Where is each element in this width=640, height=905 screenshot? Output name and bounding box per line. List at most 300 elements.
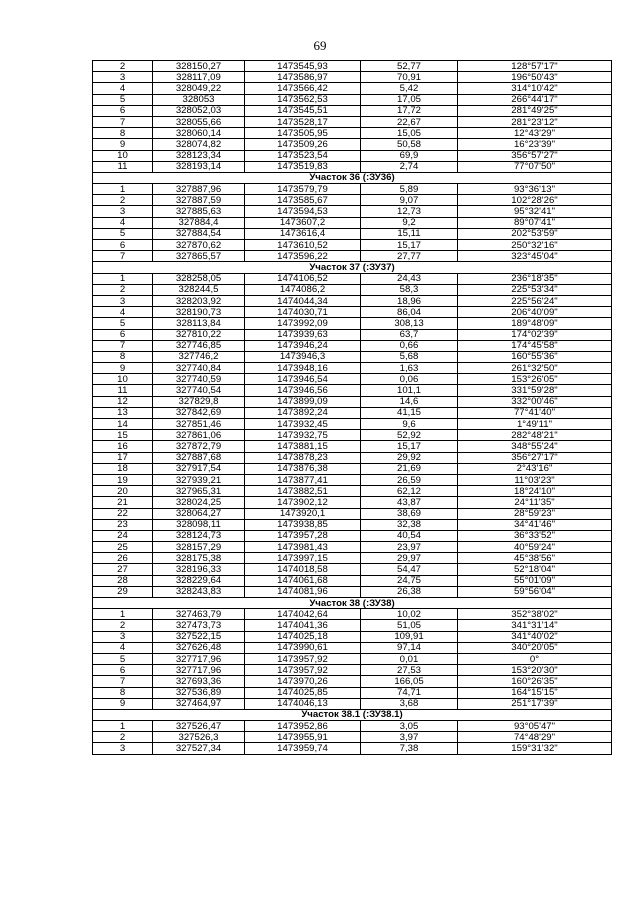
point-number-cell: 18 bbox=[93, 463, 153, 474]
point-number-cell: 9 bbox=[93, 698, 153, 709]
y-coordinate-cell: 1473523,54 bbox=[245, 150, 361, 161]
x-coordinate-cell: 328150,27 bbox=[153, 61, 245, 72]
table-row bbox=[93, 407, 612, 418]
table-row bbox=[93, 139, 612, 150]
x-coordinate-cell: 328055,66 bbox=[153, 116, 245, 127]
table-row bbox=[93, 385, 612, 396]
y-coordinate-cell: 1473616,4 bbox=[245, 228, 361, 239]
distance-cell: 24,43 bbox=[361, 273, 458, 284]
distance-cell: 15,17 bbox=[361, 240, 458, 251]
bearing-cell: 74°48'29" bbox=[458, 732, 612, 743]
x-coordinate-cell: 327885,63 bbox=[153, 206, 245, 217]
distance-cell: 1,63 bbox=[361, 363, 458, 374]
bearing-cell: 89°07'41" bbox=[458, 217, 612, 228]
y-coordinate-cell: 1473946,24 bbox=[245, 340, 361, 351]
distance-cell: 63,7 bbox=[361, 329, 458, 340]
y-coordinate-cell: 1473610,52 bbox=[245, 240, 361, 251]
point-number-cell: 8 bbox=[93, 351, 153, 362]
table-row bbox=[93, 295, 612, 306]
x-coordinate-cell: 327527,34 bbox=[153, 743, 245, 754]
bearing-cell: 45°38'56" bbox=[458, 553, 612, 564]
table-row bbox=[93, 553, 612, 564]
distance-cell: 74,71 bbox=[361, 687, 458, 698]
x-coordinate-cell: 328124,73 bbox=[153, 530, 245, 541]
x-coordinate-cell: 327939,21 bbox=[153, 474, 245, 485]
y-coordinate-cell: 1473997,15 bbox=[245, 553, 361, 564]
x-coordinate-cell: 327884,54 bbox=[153, 228, 245, 239]
bearing-cell: 102°28'26" bbox=[458, 195, 612, 206]
table-row bbox=[93, 72, 612, 83]
y-coordinate-cell: 1473596,22 bbox=[245, 251, 361, 262]
x-coordinate-cell: 327870,62 bbox=[153, 240, 245, 251]
distance-cell: 26,38 bbox=[361, 586, 458, 597]
y-coordinate-cell: 1473882,51 bbox=[245, 486, 361, 497]
x-coordinate-cell: 328196,33 bbox=[153, 564, 245, 575]
bearing-cell: 12°43'29" bbox=[458, 128, 612, 139]
distance-cell: 38,69 bbox=[361, 508, 458, 519]
bearing-cell: 250°32'16" bbox=[458, 240, 612, 251]
point-number-cell: 20 bbox=[93, 486, 153, 497]
point-number-cell: 15 bbox=[93, 430, 153, 441]
distance-cell: 24,75 bbox=[361, 575, 458, 586]
distance-cell: 62,12 bbox=[361, 486, 458, 497]
x-coordinate-cell: 328024,25 bbox=[153, 497, 245, 508]
point-number-cell: 3 bbox=[93, 72, 153, 83]
y-coordinate-cell: 1473892,24 bbox=[245, 407, 361, 418]
bearing-cell: 77°07'50" bbox=[458, 161, 612, 172]
point-number-cell: 10 bbox=[93, 374, 153, 385]
bearing-cell: 196°50'43" bbox=[458, 72, 612, 83]
point-number-cell: 7 bbox=[93, 676, 153, 687]
section-header-row bbox=[93, 262, 612, 273]
bearing-cell: 261°32'50" bbox=[458, 363, 612, 374]
y-coordinate-cell: 1474086,2 bbox=[245, 284, 361, 295]
x-coordinate-cell: 327526,47 bbox=[153, 721, 245, 732]
table-row bbox=[93, 609, 612, 620]
table-row bbox=[93, 732, 612, 743]
x-coordinate-cell: 327872,79 bbox=[153, 441, 245, 452]
y-coordinate-cell: 1473970,26 bbox=[245, 676, 361, 687]
x-coordinate-cell: 328074,82 bbox=[153, 139, 245, 150]
distance-cell: 0,66 bbox=[361, 340, 458, 351]
bearing-cell: 341°40'02" bbox=[458, 631, 612, 642]
y-coordinate-cell: 1473509,26 bbox=[245, 139, 361, 150]
x-coordinate-cell: 327884,4 bbox=[153, 217, 245, 228]
y-coordinate-cell: 1474106,52 bbox=[245, 273, 361, 284]
table-row bbox=[93, 351, 612, 362]
point-number-cell: 21 bbox=[93, 497, 153, 508]
distance-cell: 3,97 bbox=[361, 732, 458, 743]
bearing-cell: 40°59'24" bbox=[458, 542, 612, 553]
distance-cell: 14,6 bbox=[361, 396, 458, 407]
bearing-cell: 0° bbox=[458, 653, 612, 664]
x-coordinate-cell: 328243,83 bbox=[153, 586, 245, 597]
bearing-cell: 340°20'05" bbox=[458, 642, 612, 653]
x-coordinate-cell: 327917,54 bbox=[153, 463, 245, 474]
bearing-cell: 236°18'35" bbox=[458, 273, 612, 284]
table-row bbox=[93, 575, 612, 586]
distance-cell: 29,92 bbox=[361, 452, 458, 463]
point-number-cell: 4 bbox=[93, 83, 153, 94]
y-coordinate-cell: 1474041,36 bbox=[245, 620, 361, 631]
x-coordinate-cell: 328175,38 bbox=[153, 553, 245, 564]
section-title: Участок 38 (:ЗУ38) bbox=[93, 598, 612, 609]
y-coordinate-cell: 1473586,97 bbox=[245, 72, 361, 83]
x-coordinate-cell: 328049,22 bbox=[153, 83, 245, 94]
bearing-cell: 11°03'23" bbox=[458, 474, 612, 485]
table-row bbox=[93, 318, 612, 329]
bearing-cell: 281°49'25" bbox=[458, 105, 612, 116]
table-row bbox=[93, 620, 612, 631]
point-number-cell: 19 bbox=[93, 474, 153, 485]
y-coordinate-cell: 1473938,85 bbox=[245, 519, 361, 530]
point-number-cell: 16 bbox=[93, 441, 153, 452]
point-number-cell: 26 bbox=[93, 553, 153, 564]
table-row bbox=[93, 452, 612, 463]
distance-cell: 0,06 bbox=[361, 374, 458, 385]
section-header-row bbox=[93, 172, 612, 183]
section-header-row bbox=[93, 598, 612, 609]
table-row bbox=[93, 642, 612, 653]
table-row bbox=[93, 150, 612, 161]
table-row bbox=[93, 665, 612, 676]
table-row bbox=[93, 631, 612, 642]
point-number-cell: 5 bbox=[93, 94, 153, 105]
y-coordinate-cell: 1473981,43 bbox=[245, 542, 361, 553]
y-coordinate-cell: 1473957,28 bbox=[245, 530, 361, 541]
table-row bbox=[93, 340, 612, 351]
point-number-cell: 4 bbox=[93, 307, 153, 318]
y-coordinate-cell: 1473545,93 bbox=[245, 61, 361, 72]
distance-cell: 69,9 bbox=[361, 150, 458, 161]
y-coordinate-cell: 1473881,15 bbox=[245, 441, 361, 452]
distance-cell: 23,97 bbox=[361, 542, 458, 553]
distance-cell: 101,1 bbox=[361, 385, 458, 396]
x-coordinate-cell: 327861,06 bbox=[153, 430, 245, 441]
y-coordinate-cell: 1473957,92 bbox=[245, 653, 361, 664]
bearing-cell: 153°20'30" bbox=[458, 665, 612, 676]
table-row bbox=[93, 284, 612, 295]
x-coordinate-cell: 328064,27 bbox=[153, 508, 245, 519]
y-coordinate-cell: 1473528,17 bbox=[245, 116, 361, 127]
distance-cell: 27,53 bbox=[361, 665, 458, 676]
y-coordinate-cell: 1474044,34 bbox=[245, 295, 361, 306]
table-row bbox=[93, 374, 612, 385]
x-coordinate-cell: 327746,2 bbox=[153, 351, 245, 362]
bearing-cell: 251°17'39" bbox=[458, 698, 612, 709]
distance-cell: 52,92 bbox=[361, 430, 458, 441]
distance-cell: 15,05 bbox=[361, 128, 458, 139]
bearing-cell: 266°44'17" bbox=[458, 94, 612, 105]
bearing-cell: 314°10'42" bbox=[458, 83, 612, 94]
table-row bbox=[93, 530, 612, 541]
distance-cell: 21,69 bbox=[361, 463, 458, 474]
bearing-cell: 356°27'17" bbox=[458, 452, 612, 463]
distance-cell: 29,97 bbox=[361, 553, 458, 564]
distance-cell: 5,68 bbox=[361, 351, 458, 362]
point-number-cell: 9 bbox=[93, 139, 153, 150]
y-coordinate-cell: 1474025,85 bbox=[245, 687, 361, 698]
page-number: 69 bbox=[313, 38, 327, 53]
y-coordinate-cell: 1473946,3 bbox=[245, 351, 361, 362]
point-number-cell: 6 bbox=[93, 105, 153, 116]
y-coordinate-cell: 1474061,68 bbox=[245, 575, 361, 586]
point-number-cell: 7 bbox=[93, 340, 153, 351]
x-coordinate-cell: 327842,69 bbox=[153, 407, 245, 418]
bearing-cell: 24°11'35" bbox=[458, 497, 612, 508]
y-coordinate-cell: 1473902,12 bbox=[245, 497, 361, 508]
distance-cell: 41,15 bbox=[361, 407, 458, 418]
bearing-cell: 52°18'04" bbox=[458, 564, 612, 575]
x-coordinate-cell: 327965,31 bbox=[153, 486, 245, 497]
bearing-cell: 348°55'24" bbox=[458, 441, 612, 452]
y-coordinate-cell: 1473579,79 bbox=[245, 184, 361, 195]
distance-cell: 3,68 bbox=[361, 698, 458, 709]
bearing-cell: 174°45'58" bbox=[458, 340, 612, 351]
section-title: Участок 38.1 (:ЗУ38.1) bbox=[93, 709, 612, 720]
table-row bbox=[93, 743, 612, 754]
point-number-cell: 2 bbox=[93, 620, 153, 631]
y-coordinate-cell: 1473545,51 bbox=[245, 105, 361, 116]
table-row bbox=[93, 396, 612, 407]
point-number-cell: 10 bbox=[93, 150, 153, 161]
table-row bbox=[93, 564, 612, 575]
point-number-cell: 4 bbox=[93, 217, 153, 228]
bearing-cell: 160°26'35" bbox=[458, 676, 612, 687]
distance-cell: 5,89 bbox=[361, 184, 458, 195]
distance-cell: 70,91 bbox=[361, 72, 458, 83]
x-coordinate-cell: 327626,48 bbox=[153, 642, 245, 653]
y-coordinate-cell: 1473957,92 bbox=[245, 665, 361, 676]
x-coordinate-cell: 327463,79 bbox=[153, 609, 245, 620]
point-number-cell: 4 bbox=[93, 642, 153, 653]
point-number-cell: 3 bbox=[93, 631, 153, 642]
y-coordinate-cell: 1473932,45 bbox=[245, 419, 361, 430]
table-row bbox=[93, 497, 612, 508]
point-number-cell: 2 bbox=[93, 61, 153, 72]
table-row bbox=[93, 240, 612, 251]
point-number-cell: 22 bbox=[93, 508, 153, 519]
distance-cell: 27,77 bbox=[361, 251, 458, 262]
y-coordinate-cell: 1473562,53 bbox=[245, 94, 361, 105]
y-coordinate-cell: 1473899,09 bbox=[245, 396, 361, 407]
y-coordinate-cell: 1473946,56 bbox=[245, 385, 361, 396]
distance-cell: 3,05 bbox=[361, 721, 458, 732]
y-coordinate-cell: 1473948,16 bbox=[245, 363, 361, 374]
point-number-cell: 1 bbox=[93, 609, 153, 620]
point-number-cell: 5 bbox=[93, 228, 153, 239]
point-number-cell: 6 bbox=[93, 240, 153, 251]
table-row bbox=[93, 676, 612, 687]
y-coordinate-cell: 1473920,1 bbox=[245, 508, 361, 519]
y-coordinate-cell: 1473955,91 bbox=[245, 732, 361, 743]
point-number-cell: 17 bbox=[93, 452, 153, 463]
bearing-cell: 323°45'04" bbox=[458, 251, 612, 262]
table-row bbox=[93, 363, 612, 374]
table-row bbox=[93, 105, 612, 116]
distance-cell: 86,04 bbox=[361, 307, 458, 318]
table-row bbox=[93, 61, 612, 72]
x-coordinate-cell: 328229,64 bbox=[153, 575, 245, 586]
y-coordinate-cell: 1473992,09 bbox=[245, 318, 361, 329]
x-coordinate-cell: 327717,96 bbox=[153, 653, 245, 664]
y-coordinate-cell: 1473877,41 bbox=[245, 474, 361, 485]
y-coordinate-cell: 1473990,61 bbox=[245, 642, 361, 653]
distance-cell: 43,87 bbox=[361, 497, 458, 508]
table-row bbox=[93, 721, 612, 732]
y-coordinate-cell: 1473946,54 bbox=[245, 374, 361, 385]
point-number-cell: 13 bbox=[93, 407, 153, 418]
y-coordinate-cell: 1473876,38 bbox=[245, 463, 361, 474]
table-row bbox=[93, 463, 612, 474]
point-number-cell: 2 bbox=[93, 195, 153, 206]
point-number-cell: 2 bbox=[93, 732, 153, 743]
bearing-cell: 18°24'10" bbox=[458, 486, 612, 497]
y-coordinate-cell: 1473594,53 bbox=[245, 206, 361, 217]
point-number-cell: 28 bbox=[93, 575, 153, 586]
point-number-cell: 1 bbox=[93, 184, 153, 195]
x-coordinate-cell: 328190,73 bbox=[153, 307, 245, 318]
table-row bbox=[93, 486, 612, 497]
point-number-cell: 7 bbox=[93, 251, 153, 262]
bearing-cell: 225°53'34" bbox=[458, 284, 612, 295]
bearing-cell: 128°57'17" bbox=[458, 61, 612, 72]
y-coordinate-cell: 1474081,96 bbox=[245, 586, 361, 597]
x-coordinate-cell: 327887,68 bbox=[153, 452, 245, 463]
table-row bbox=[93, 195, 612, 206]
bearing-cell: 174°02'39" bbox=[458, 329, 612, 340]
table-row bbox=[93, 519, 612, 530]
x-coordinate-cell: 327740,84 bbox=[153, 363, 245, 374]
x-coordinate-cell: 327810,22 bbox=[153, 329, 245, 340]
bearing-cell: 93°05'47" bbox=[458, 721, 612, 732]
x-coordinate-cell: 328098,11 bbox=[153, 519, 245, 530]
distance-cell: 12,73 bbox=[361, 206, 458, 217]
point-number-cell: 7 bbox=[93, 116, 153, 127]
point-number-cell: 29 bbox=[93, 586, 153, 597]
bearing-cell: 332°00'46" bbox=[458, 396, 612, 407]
bearing-cell: 189°48'09" bbox=[458, 318, 612, 329]
section-header-row bbox=[93, 709, 612, 720]
distance-cell: 2,74 bbox=[361, 161, 458, 172]
point-number-cell: 3 bbox=[93, 206, 153, 217]
x-coordinate-cell: 328123,34 bbox=[153, 150, 245, 161]
table-row bbox=[93, 161, 612, 172]
bearing-cell: 93°36'13" bbox=[458, 184, 612, 195]
bearing-cell: 281°23'12" bbox=[458, 116, 612, 127]
table-row bbox=[93, 586, 612, 597]
x-coordinate-cell: 327522,15 bbox=[153, 631, 245, 642]
distance-cell: 10,02 bbox=[361, 609, 458, 620]
bearing-cell: 341°31'14" bbox=[458, 620, 612, 631]
table-row bbox=[93, 419, 612, 430]
distance-cell: 15,17 bbox=[361, 441, 458, 452]
point-number-cell: 8 bbox=[93, 687, 153, 698]
bearing-cell: 160°55'36" bbox=[458, 351, 612, 362]
x-coordinate-cell: 328203,92 bbox=[153, 295, 245, 306]
coordinates-table-body bbox=[93, 61, 612, 755]
bearing-cell: 206°40'09" bbox=[458, 307, 612, 318]
bearing-cell: 16°23'39" bbox=[458, 139, 612, 150]
x-coordinate-cell: 327740,59 bbox=[153, 374, 245, 385]
bearing-cell: 77°41'40" bbox=[458, 407, 612, 418]
bearing-cell: 159°31'32" bbox=[458, 743, 612, 754]
point-number-cell: 2 bbox=[93, 284, 153, 295]
table-row bbox=[93, 184, 612, 195]
y-coordinate-cell: 1474018,58 bbox=[245, 564, 361, 575]
point-number-cell: 14 bbox=[93, 419, 153, 430]
y-coordinate-cell: 1473505,95 bbox=[245, 128, 361, 139]
point-number-cell: 23 bbox=[93, 519, 153, 530]
table-row bbox=[93, 474, 612, 485]
y-coordinate-cell: 1473566,42 bbox=[245, 83, 361, 94]
table-row bbox=[93, 329, 612, 340]
bearing-cell: 28°59'23" bbox=[458, 508, 612, 519]
point-number-cell: 6 bbox=[93, 665, 153, 676]
point-number-cell: 11 bbox=[93, 385, 153, 396]
x-coordinate-cell: 328052,03 bbox=[153, 105, 245, 116]
table-row bbox=[93, 83, 612, 94]
point-number-cell: 25 bbox=[93, 542, 153, 553]
x-coordinate-cell: 328117,09 bbox=[153, 72, 245, 83]
distance-cell: 7,38 bbox=[361, 743, 458, 754]
distance-cell: 50,58 bbox=[361, 139, 458, 150]
bearing-cell: 1°49'11" bbox=[458, 419, 612, 430]
y-coordinate-cell: 1473607,2 bbox=[245, 217, 361, 228]
distance-cell: 109,91 bbox=[361, 631, 458, 642]
distance-cell: 18,96 bbox=[361, 295, 458, 306]
coordinates-table bbox=[92, 60, 612, 755]
section-title: Участок 36 (:ЗУ36) bbox=[93, 172, 612, 183]
point-number-cell: 1 bbox=[93, 721, 153, 732]
y-coordinate-cell: 1474025,18 bbox=[245, 631, 361, 642]
point-number-cell: 6 bbox=[93, 329, 153, 340]
point-number-cell: 8 bbox=[93, 128, 153, 139]
bearing-cell: 352°38'02" bbox=[458, 609, 612, 620]
y-coordinate-cell: 1473585,67 bbox=[245, 195, 361, 206]
y-coordinate-cell: 1473932,75 bbox=[245, 430, 361, 441]
distance-cell: 0,01 bbox=[361, 653, 458, 664]
bearing-cell: 59°56'04" bbox=[458, 586, 612, 597]
x-coordinate-cell: 327473,73 bbox=[153, 620, 245, 631]
distance-cell: 97,14 bbox=[361, 642, 458, 653]
table-row bbox=[93, 307, 612, 318]
table-row bbox=[93, 441, 612, 452]
bearing-cell: 356°57'27" bbox=[458, 150, 612, 161]
distance-cell: 9,07 bbox=[361, 195, 458, 206]
table-row bbox=[93, 206, 612, 217]
y-coordinate-cell: 1473519,83 bbox=[245, 161, 361, 172]
distance-cell: 54,47 bbox=[361, 564, 458, 575]
point-number-cell: 27 bbox=[93, 564, 153, 575]
y-coordinate-cell: 1473939,63 bbox=[245, 329, 361, 340]
y-coordinate-cell: 1474046,13 bbox=[245, 698, 361, 709]
table-row bbox=[93, 653, 612, 664]
distance-cell: 52,77 bbox=[361, 61, 458, 72]
x-coordinate-cell: 328193,14 bbox=[153, 161, 245, 172]
bearing-cell: 153°26'05" bbox=[458, 374, 612, 385]
section-title: Участок 37 (:ЗУ37) bbox=[93, 262, 612, 273]
distance-cell: 17,05 bbox=[361, 94, 458, 105]
x-coordinate-cell: 327746,85 bbox=[153, 340, 245, 351]
x-coordinate-cell: 328053 bbox=[153, 94, 245, 105]
distance-cell: 32,38 bbox=[361, 519, 458, 530]
x-coordinate-cell: 328060,14 bbox=[153, 128, 245, 139]
bearing-cell: 225°56'24" bbox=[458, 295, 612, 306]
bearing-cell: 2°43'16" bbox=[458, 463, 612, 474]
x-coordinate-cell: 328258,05 bbox=[153, 273, 245, 284]
point-number-cell: 3 bbox=[93, 295, 153, 306]
